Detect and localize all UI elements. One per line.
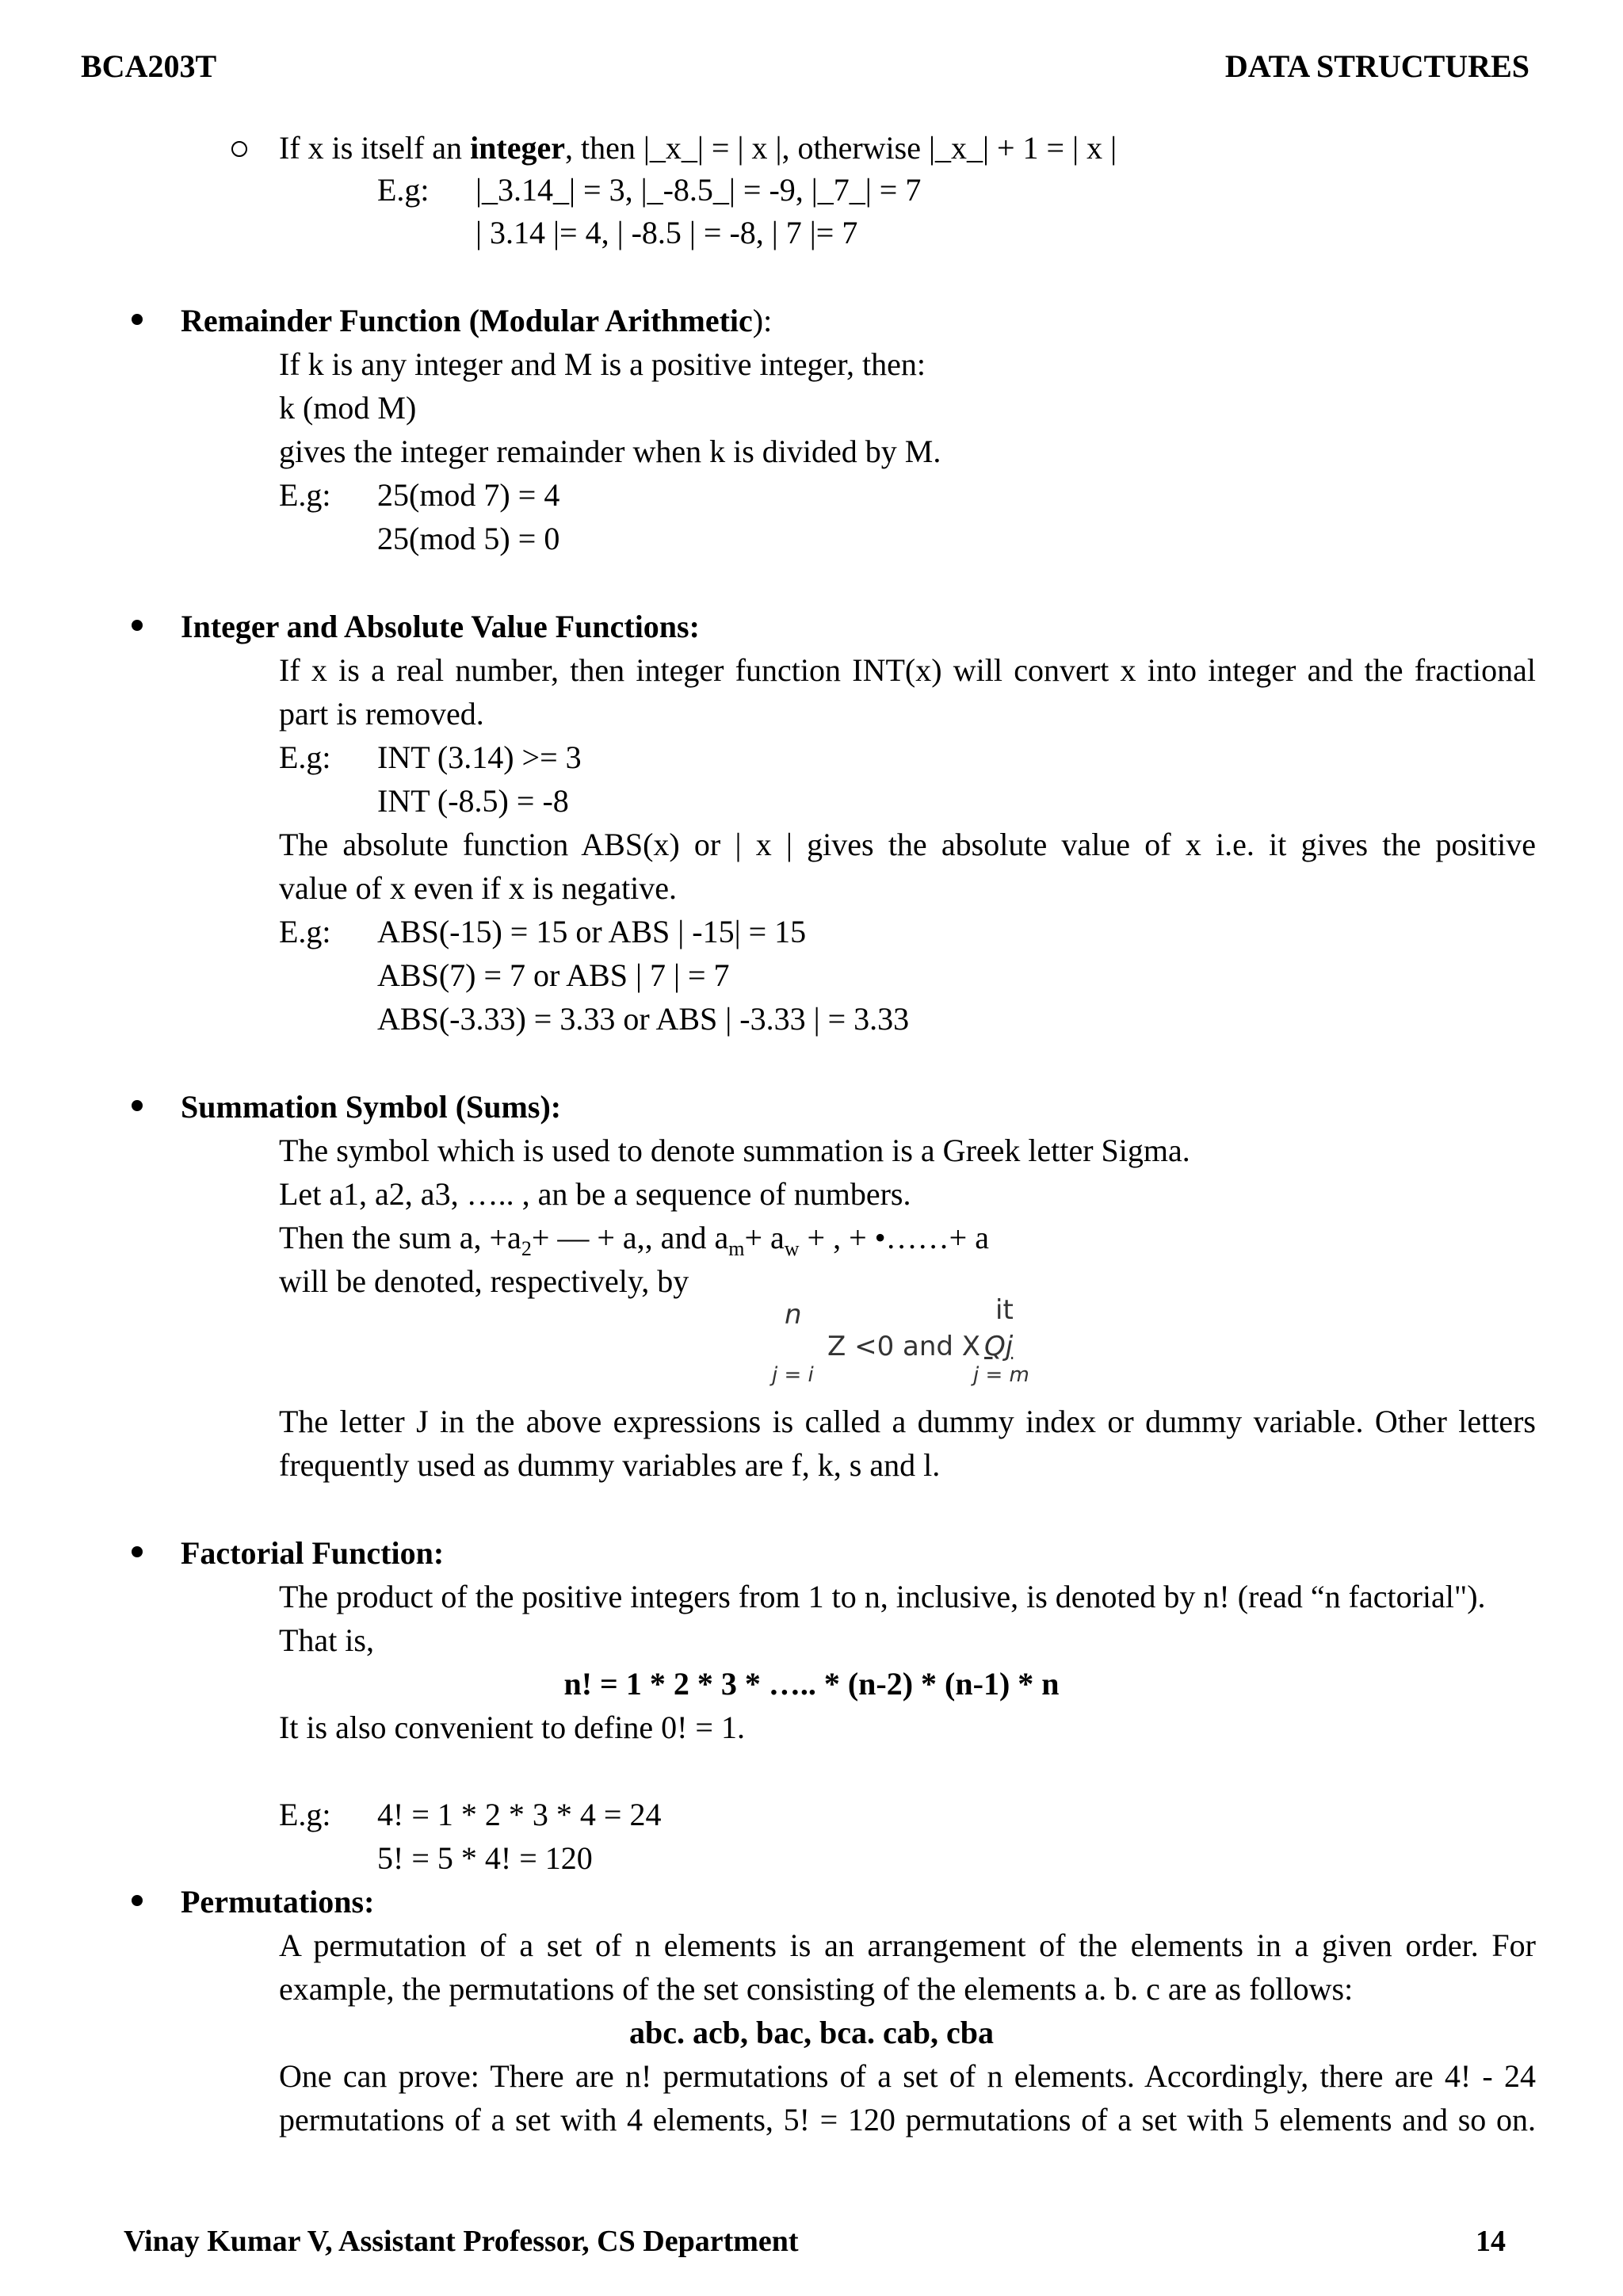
bullet-icon bbox=[132, 620, 143, 631]
remainder-eg1: 25(mod 7) = 4 bbox=[377, 477, 560, 513]
abs-eg3: ABS(-3.33) = 3.33 or ABS | -3.33 | = 3.33 bbox=[377, 1001, 910, 1037]
formula-it: it bbox=[995, 1294, 1014, 1326]
summation-line1: The symbol which is used to denote summation is a Greek letter Sigma. bbox=[279, 1133, 1190, 1168]
eg-label: E.g: bbox=[279, 477, 331, 513]
permutations-title: Permutations: bbox=[181, 1884, 375, 1920]
floor-ceiling-rule: If x is itself an integer, then |_x_| = | x |, otherwise |_x_| + 1 = | x | bbox=[279, 130, 1117, 166]
integer-abs-para1-line2: part is removed. bbox=[279, 696, 484, 732]
page-number: 14 bbox=[1476, 2225, 1506, 2258]
course-code: BCA203T bbox=[81, 48, 217, 84]
remainder-line1: If k is any integer and M is a positive integer, then: bbox=[279, 346, 926, 382]
permutations-line2: example, the permutations of the set consisting of the elements a. b. c are as follows: bbox=[279, 1971, 1354, 2007]
summation-para-line1: The letter J in the above expressions is called a dummy index or dummy variable. Other letters bbox=[279, 1404, 1536, 1439]
bullet-icon bbox=[132, 1546, 143, 1557]
summation-line3: Then the sum a, $+a_2+$ — + a,, and $a_m+ a_w$ + , + •……+ a bbox=[279, 1220, 989, 1260]
footer-author: Vinay Kumar V, Assistant Professor, CS Department bbox=[124, 2225, 799, 2258]
remainder-line2: k (mod M) bbox=[279, 390, 417, 426]
bullet-icon bbox=[132, 314, 143, 325]
permutations-line1: A permutation of a set of n elements is an arrangement of the elements in a given order. For bbox=[279, 1927, 1536, 1963]
permutations-list: abc. acb, bac, bca. cab, cba bbox=[629, 2015, 994, 2050]
abs-eg2: ABS(7) = 7 or ABS | 7 | = 7 bbox=[377, 957, 730, 993]
integer-abs-para2-line1: The absolute function ABS(x) or | x | gives the absolute value of x i.e. it gives the positive bbox=[279, 827, 1536, 862]
summation-line2: Let a1, a2, a3, ….. , an be a sequence of numbers. bbox=[279, 1176, 911, 1212]
integer-abs-title: Integer and Absolute Value Functions: bbox=[181, 609, 700, 644]
integer-abs-para2-line2: value of x even if x is negative. bbox=[279, 870, 678, 906]
summation-para-line2: frequently used as dummy variables are f, k, s and l. bbox=[279, 1447, 941, 1483]
bullet-icon bbox=[132, 1895, 143, 1906]
eg-label: E.g: bbox=[279, 1797, 331, 1832]
summation-line4: will be denoted, respectively, by bbox=[279, 1263, 689, 1299]
formula-mid: Z <0 and X bbox=[827, 1331, 981, 1362]
remainder-eg2: 25(mod 5) = 0 bbox=[377, 521, 560, 556]
eg-label: E.g: bbox=[377, 172, 430, 208]
remainder-line3: gives the integer remainder when k is divided by M. bbox=[279, 434, 941, 469]
permutations-line3: One can prove: There are n! permutations of a set of n elements. Accordingly, there are 4! - 24 bbox=[279, 2058, 1536, 2094]
subject-title: DATA STRUCTURES bbox=[1224, 48, 1529, 84]
floor-example: |_3.14_| = 3, |_-8.5_| = -9, |_7_| = 7 bbox=[475, 172, 922, 208]
formula-j1: j = i bbox=[772, 1363, 814, 1387]
formula-qj: Qj bbox=[984, 1331, 1014, 1362]
factorial-line3: It is also convenient to define 0! = 1. bbox=[279, 1710, 745, 1745]
factorial-line2: That is, bbox=[279, 1622, 374, 1658]
int-eg2: INT (-8.5) = -8 bbox=[377, 783, 569, 819]
factorial-formula: n! = 1 * 2 * 3 * ….. * (n-2) * (n-1) * n bbox=[563, 1666, 1060, 1702]
formula-n: n bbox=[785, 1299, 802, 1331]
bullet-icon bbox=[132, 1100, 143, 1111]
factorial-eg2: 5! = 5 * 4! = 120 bbox=[377, 1840, 593, 1876]
eg-label: E.g: bbox=[279, 914, 331, 949]
sub-bullet-icon bbox=[231, 141, 247, 157]
ceil-example: | 3.14 |= 4, | -8.5 | = -8, | 7 |= 7 bbox=[475, 215, 858, 250]
abs-eg1: ABS(-15) = 15 or ABS | -15| = 15 bbox=[377, 914, 807, 949]
int-eg1: INT (3.14) >= 3 bbox=[377, 739, 582, 775]
factorial-line1: The product of the positive integers from 1 to n, inclusive, is denoted by n! (read “n factorial"). bbox=[279, 1579, 1486, 1614]
factorial-eg1: 4! = 1 * 2 * 3 * 4 = 24 bbox=[377, 1797, 662, 1832]
summation-formula-image bbox=[761, 1292, 1078, 1387]
remainder-title: Remainder Function (Modular Arithmetic): bbox=[181, 303, 773, 338]
formula-jm: j = m bbox=[973, 1363, 1029, 1387]
integer-abs-para1-line1: If x is a real number, then integer function INT(x) will convert x into integer and the fractional bbox=[279, 652, 1536, 688]
summation-title: Summation Symbol (Sums): bbox=[181, 1089, 562, 1125]
eg-label: E.g: bbox=[279, 739, 331, 775]
permutations-line4: permutations of a set with 4 elements, 5! = 120 permutations of a set with 5 elements and so on. bbox=[279, 2102, 1536, 2137]
factorial-title: Factorial Function: bbox=[181, 1535, 445, 1571]
